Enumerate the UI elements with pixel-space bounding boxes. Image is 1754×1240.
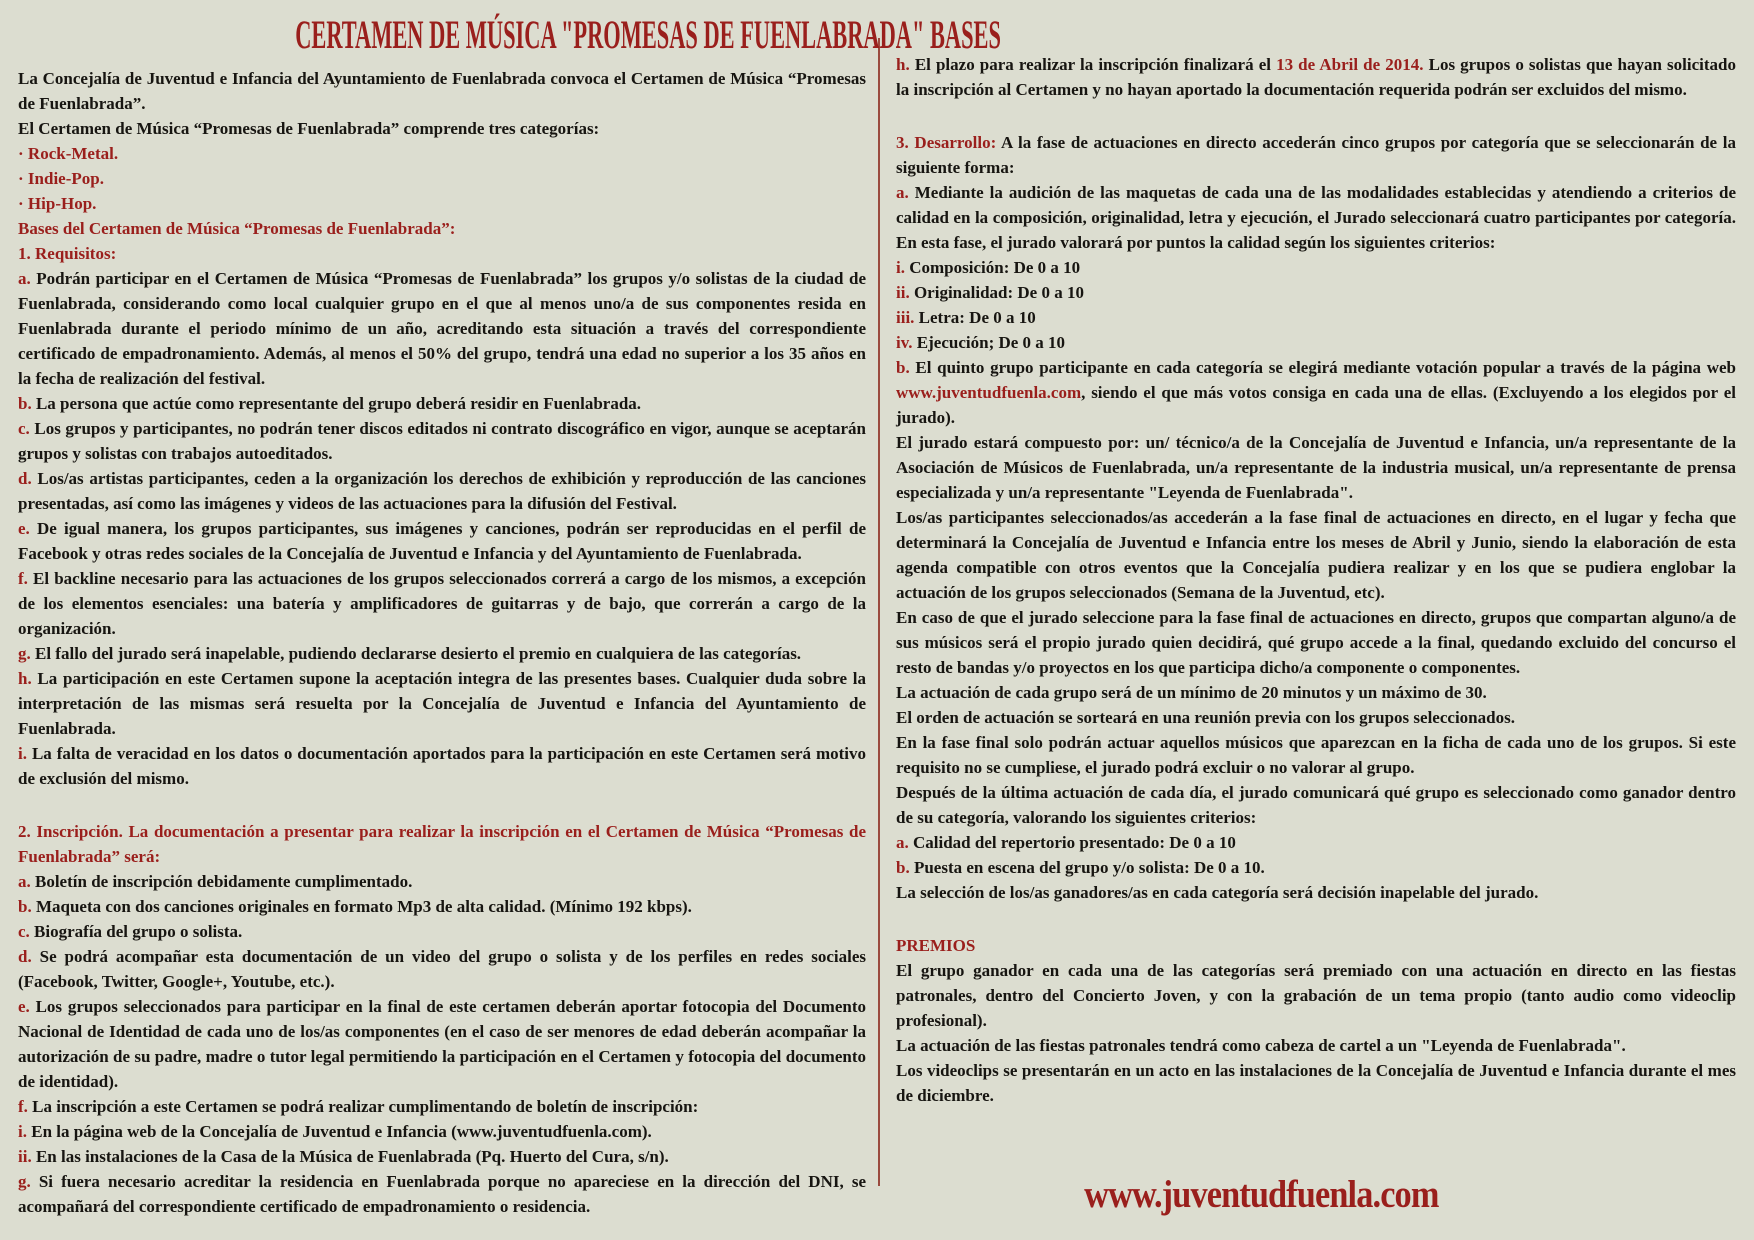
body-text: La actuación de cada grupo será de un mínimo de 20 minutos y un máximo de 30. bbox=[896, 683, 1487, 702]
right-column-text bbox=[896, 0, 1736, 1108]
body-text: A la fase de actuaciones en directo accederán cinco grupos por categoría que se seleccionarán de la siguiente forma: bbox=[896, 133, 1736, 177]
body-text: La participación en este Certamen supone la aceptación integra de las presentes bases. Cualquier duda sobre la interpretación de las mismas será resuelta por la Concejalía de Juventud e Infancia del Ayuntamiento de Fuenlabrada. bbox=[18, 669, 866, 738]
accent-text: 13 de Abril de 2014. bbox=[1276, 55, 1424, 74]
paragraph bbox=[896, 730, 1736, 780]
accent-text: i. bbox=[896, 258, 905, 277]
left-column-text bbox=[18, 66, 866, 1219]
accent-text: g. bbox=[18, 1172, 31, 1191]
body-text: La actuación de las fiestas patronales tendrá como cabeza de cartel a un "Leyenda de Fuenlabrada". bbox=[896, 1036, 1626, 1055]
paragraph bbox=[896, 1033, 1736, 1058]
right-column bbox=[896, 0, 1736, 1217]
accent-text: b. bbox=[896, 858, 910, 877]
paragraph bbox=[896, 355, 1736, 430]
paragraph bbox=[18, 919, 866, 944]
accent-text: ii. bbox=[18, 1147, 32, 1166]
accent-text: a. bbox=[896, 183, 909, 202]
page-title bbox=[18, 12, 1001, 58]
paragraph bbox=[18, 641, 866, 666]
paragraph bbox=[896, 180, 1736, 255]
accent-text: h. bbox=[896, 55, 910, 74]
paragraph bbox=[896, 255, 1736, 280]
body-text: , siendo el que más votos consiga en cada una de ellas. (Excluyendo a los elegidos por el jurado). bbox=[896, 383, 1736, 427]
body-text: Si fuera necesario acreditar la residencia en Fuenlabrada porque no apareciese en la dirección del DNI, se acompañará del correspondiente certificado de empadronamiento o residencia. bbox=[18, 1172, 866, 1216]
body-text: En caso de que el jurado seleccione para la fase final de actuaciones en directo, grupos que compartan alguno/a de sus músicos será el propio jurado quien decidirá, qué grupo accede a la final, quedando excluido del concurso el resto de bandas y/o proyectos en los que participa dicho/a componente o componentes. bbox=[896, 608, 1736, 677]
accent-text: d. bbox=[18, 469, 32, 488]
body-text: Podrán participar en el Certamen de Música “Promesas de Fuenlabrada” los grupos y/o solistas de la ciudad de Fuenlabrada, considerando como local cualquier grupo en el que al menos uno/a de sus componentes resida en Fuenlabrada durante el periodo mínimo de un año, acreditando esta situación a través del correspondiente certificado de empadronamiento. Además, al menos el 50% del grupo, tendrá una edad no superior a los 35 años en la fecha de realización del festival. bbox=[18, 269, 866, 388]
body-text: Se podrá acompañar esta documentación de un video del grupo o solista y de los perfiles en redes sociales (Facebook, Twitter, Google+, Youtube, etc.). bbox=[18, 947, 866, 991]
accent-text: h. bbox=[18, 669, 32, 688]
paragraph bbox=[18, 166, 866, 191]
accent-text: PREMIOS bbox=[896, 936, 976, 955]
body-text: Puesta en escena del grupo y/o solista: De 0 a 10. bbox=[909, 858, 1265, 877]
paragraph bbox=[896, 280, 1736, 305]
body-text: Maqueta con dos canciones originales en formato Mp3 de alta calidad. (Mínimo 192 kbps). bbox=[31, 897, 692, 916]
paragraph bbox=[896, 780, 1736, 830]
paragraph bbox=[18, 466, 866, 516]
body-text: El jurado estará compuesto por: un/ técnico/a de la Concejalía de Juventud e Infancia, un/a representante de la Asociación de Músicos de Fuenlabrada, un/a representante de la industria musical, un/a representante de prensa especializada y un/a representante "Leyenda de Fuenlabrada". bbox=[896, 433, 1736, 502]
paragraph bbox=[896, 52, 1736, 102]
body-text: En las instalaciones de la Casa de la Música de Fuenlabrada (Pq. Huerto del Cura, s/n). bbox=[31, 1147, 669, 1166]
accent-text: 2. Inscripción. La documentación a presentar para realizar la inscripción en el Certamen de Música “Promesas de Fuenlabrada” será: bbox=[18, 822, 866, 866]
accent-text: i. bbox=[18, 1122, 27, 1141]
body-text: La Concejalía de Juventud e Infancia del Ayuntamiento de Fuenlabrada convoca el Certamen de Música “Promesas de Fuenlabrada”. bbox=[18, 69, 866, 113]
accent-text: f. bbox=[18, 569, 28, 588]
body-text: Los grupos y participantes, no podrán tener discos editados ni contrato discográfico en vigor, aunque se aceptarán grupos y solistas con trabajos autoeditados. bbox=[18, 419, 866, 463]
body-text: La selección de los/as ganadores/as en cada categoría será decisión inapelable del jurado. bbox=[896, 883, 1539, 902]
body-text: La persona que actúe como representante del grupo deberá residir en Fuenlabrada. bbox=[31, 394, 642, 413]
body-text: El plazo para realizar la inscripción finalizará el bbox=[909, 55, 1277, 74]
body-text: Después de la última actuación de cada día, el jurado comunicará qué grupo es seleccionado como ganador dentro de su categoría, valorando los siguientes criterios: bbox=[896, 783, 1736, 827]
body-text: Calidad del repertorio presentado: De 0 a 10 bbox=[908, 833, 1236, 852]
paragraph bbox=[18, 666, 866, 741]
body-text: Los/as participantes seleccionados/as accederán a la fase final de actuaciones en directo, en el lugar y fecha que determinará la Concejalía de Juventud e Infancia entre los meses de Abril y Junio, siendo la elaboración de esta agenda compatible con otros eventos que la Concejalía pudiera realizar y en los que se pudiera englobar la actuación de los grupos seleccionados (Semana de la Juventud, etc). bbox=[896, 508, 1736, 602]
paragraph bbox=[18, 66, 866, 116]
accent-text: b. bbox=[18, 897, 32, 916]
body-text: Los grupos o solistas que hayan solicitado la inscripción al Certamen y no hayan aportado la documentación requerida podrán ser excluidos del mismo. bbox=[896, 55, 1736, 99]
accent-text: www.juventudfuenla.com bbox=[896, 383, 1082, 402]
paragraph bbox=[896, 855, 1736, 880]
body-text: Los videoclips se presentarán en un acto en las instalaciones de la Concejalía de Juventud e Infancia durante el mes de diciembre. bbox=[896, 1061, 1736, 1105]
paragraph bbox=[18, 391, 866, 416]
body-text: Los grupos seleccionados para participar en la final de este certamen deberán aportar fotocopia del Documento Nacional de Identidad de cada uno de los/as componentes (en el caso de ser menores de edad deberán acompañar la autorización de su padre, madre o tutor legal permitiendo la participación en el Certamen y fotocopia del documento de identidad). bbox=[18, 997, 866, 1091]
paragraph bbox=[18, 241, 866, 266]
paragraph bbox=[18, 191, 866, 216]
paragraph bbox=[896, 605, 1736, 680]
body-text: El fallo del jurado será inapelable, pudiendo declararse desierto el premio en cualquiera de las categorías. bbox=[30, 644, 802, 663]
accent-text: c. bbox=[18, 419, 30, 438]
paragraph bbox=[896, 505, 1736, 605]
body-text: Boletín de inscripción debidamente cumplimentado. bbox=[30, 872, 413, 891]
paragraph bbox=[896, 305, 1736, 330]
column-divider bbox=[878, 38, 880, 1186]
paragraph bbox=[18, 1169, 866, 1219]
body-text: En la página web de la Concejalía de Juventud e Infancia (www.juventudfuenla.com). bbox=[26, 1122, 652, 1141]
accent-text: a. bbox=[896, 833, 909, 852]
body-text: Los/as artistas participantes, ceden a la organización los derechos de exhibición y reproducción de las canciones presentadas, así como las imágenes y videos de las actuaciones para la difusión del Festival. bbox=[18, 469, 866, 513]
body-text: El backline necesario para las actuaciones de los grupos seleccionados correrá a cargo de los mismos, a excepción de los elementos esenciales: una batería y amplificadores de guitarras y de bajo, que correrán a cargo de la organización. bbox=[18, 569, 866, 638]
paragraph bbox=[18, 869, 866, 894]
paragraph bbox=[896, 330, 1736, 355]
paragraph bbox=[18, 1094, 866, 1119]
body-text: Letra: De 0 a 10 bbox=[914, 308, 1036, 327]
accent-text: Bases del Certamen de Música “Promesas de Fuenlabrada”: bbox=[18, 219, 456, 238]
accent-text: f. bbox=[18, 1097, 28, 1116]
body-text: Composición: De 0 a 10 bbox=[904, 258, 1081, 277]
paragraph bbox=[18, 894, 866, 919]
paragraph bbox=[18, 116, 866, 141]
paragraph bbox=[896, 430, 1736, 505]
paragraph bbox=[896, 830, 1736, 855]
paragraph bbox=[896, 933, 1736, 958]
paragraph bbox=[18, 416, 866, 466]
website-url bbox=[841, 1172, 1681, 1217]
accent-text: a. bbox=[18, 872, 31, 891]
body-text: Biografía del grupo o solista. bbox=[29, 922, 243, 941]
paragraph bbox=[896, 1058, 1736, 1108]
accent-text: b. bbox=[18, 394, 32, 413]
paragraph bbox=[18, 141, 866, 166]
accent-text: 3. Desarrollo: bbox=[896, 133, 997, 152]
accent-text: ii. bbox=[896, 283, 910, 302]
body-text: El orden de actuación se sorteará en una reunión previa con los grupos seleccionados. bbox=[896, 708, 1515, 727]
paragraph bbox=[896, 680, 1736, 705]
page-title-text: CERTAMEN DE MÚSICA "PROMESAS DE FUENLABRADA" BASES bbox=[295, 12, 1001, 57]
body-text: El grupo ganador en cada una de las categorías será premiado con una actuación en directo en las fiestas patronales, dentro del Concierto Joven, y con la grabación de un tema propio (tanto audio como videoclip profesional). bbox=[896, 961, 1736, 1030]
paragraph bbox=[18, 819, 866, 869]
accent-text: iii. bbox=[896, 308, 915, 327]
paragraph bbox=[896, 958, 1736, 1033]
website-url-text: www.juventudfuenla.com bbox=[1083, 1173, 1439, 1216]
accent-text: d. bbox=[18, 947, 32, 966]
accent-text: · Rock-Metal. bbox=[18, 144, 119, 163]
paragraph bbox=[18, 266, 866, 391]
accent-text: c. bbox=[18, 922, 30, 941]
accent-text: · Indie-Pop. bbox=[18, 169, 104, 188]
paragraph bbox=[18, 1144, 866, 1169]
paragraph bbox=[18, 516, 866, 566]
paragraph bbox=[18, 944, 866, 994]
accent-text: iv. bbox=[896, 333, 913, 352]
paragraph bbox=[18, 1119, 866, 1144]
body-text: De igual manera, los grupos participantes, sus imágenes y canciones, podrán ser reproducidas en el perfil de Facebook y otras redes sociales de la Concejalía de Juventud e Infancia y del Ayuntamiento de Fuenlabrada. bbox=[18, 519, 866, 563]
body-text: En la fase final solo podrán actuar aquellos músicos que aparezcan en la ficha de cada uno de los grupos. Si este requisito no se cumpliese, el jurado podrá excluir o no valorar al grupo. bbox=[896, 733, 1736, 777]
accent-text: g. bbox=[18, 644, 31, 663]
paragraph bbox=[18, 741, 866, 791]
accent-text: · Hip-Hop. bbox=[18, 194, 97, 213]
accent-text: i. bbox=[18, 744, 27, 763]
body-text: El quinto grupo participante en cada categoría se elegirá mediante votación popular a través de la página web bbox=[909, 358, 1736, 377]
accent-text: b. bbox=[896, 358, 910, 377]
accent-text: e. bbox=[18, 997, 30, 1016]
body-text: Mediante la audición de las maquetas de cada una de las modalidades establecidas y atendiendo a criterios de calidad en la composición, originalidad, letra y ejecución, el Jurado seleccionará cuatro participantes por categoría. En esta fase, el jurado valorará por puntos la calidad según los siguientes criterios: bbox=[896, 183, 1736, 252]
paragraph bbox=[18, 566, 866, 641]
body-text: La falta de veracidad en los datos o documentación aportados para la participación en este Certamen será motivo de exclusión del mismo. bbox=[18, 744, 866, 788]
body-text: La inscripción a este Certamen se podrá realizar cumplimentando de boletín de inscripción: bbox=[27, 1097, 699, 1116]
paragraph bbox=[896, 705, 1736, 730]
body-text: Ejecución; De 0 a 10 bbox=[912, 333, 1066, 352]
paragraph bbox=[18, 994, 866, 1094]
paragraph bbox=[18, 216, 866, 241]
paragraph bbox=[896, 130, 1736, 180]
body-text: El Certamen de Música “Promesas de Fuenlabrada” comprende tres categorías: bbox=[18, 119, 600, 138]
accent-text: 1. Requisitos: bbox=[18, 244, 117, 263]
body-text: Originalidad: De 0 a 10 bbox=[909, 283, 1084, 302]
accent-text: a. bbox=[18, 269, 31, 288]
paragraph bbox=[896, 880, 1736, 905]
accent-text: e. bbox=[18, 519, 30, 538]
